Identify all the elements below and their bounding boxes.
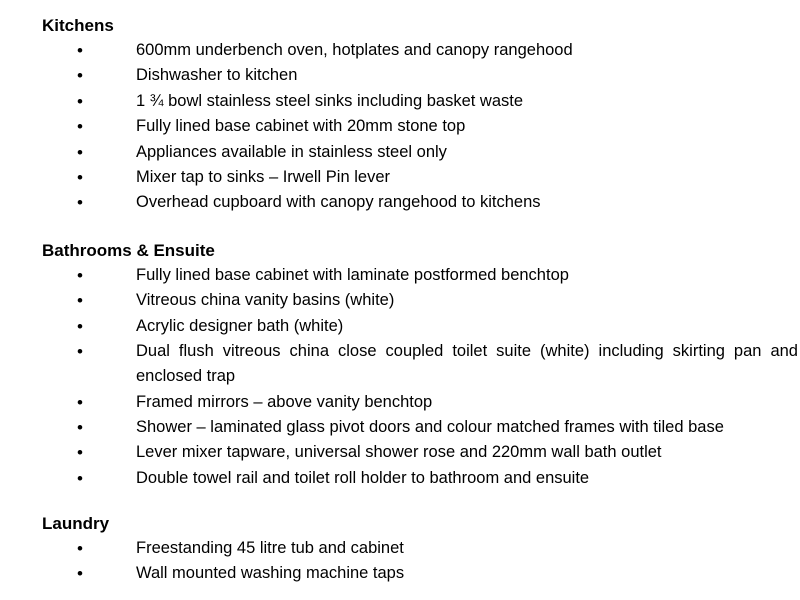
list-item (0, 314, 800, 339)
list-item (0, 288, 800, 313)
list-item (0, 140, 800, 165)
list-item (0, 263, 800, 288)
bullet-icon: • (77, 291, 83, 311)
bullet-icon: • (77, 117, 83, 137)
list-item (0, 190, 800, 215)
list-item (0, 466, 800, 491)
bullet-icon: • (77, 342, 83, 362)
bullet-icon: • (77, 167, 83, 187)
bullet-icon: • (77, 564, 83, 584)
list-item (0, 390, 800, 415)
bullet-icon: • (77, 539, 83, 558)
list-item (0, 165, 800, 190)
bullet-icon: • (77, 392, 83, 412)
list-item-text: Dishwasher to kitchen (136, 66, 298, 85)
list-item (0, 561, 800, 586)
bullet-icon: • (77, 91, 83, 111)
bullet-icon: • (77, 66, 83, 86)
list-item-text: Acrylic designer bath (white) (136, 316, 344, 335)
list-item (0, 339, 800, 389)
list-item-text: 1 ¾ bowl stainless steel sinks including basket waste (136, 91, 524, 110)
list-item-text: Vitreous china vanity basins (white) (136, 291, 395, 310)
section-heading: Laundry (42, 514, 110, 533)
list-item (0, 89, 800, 114)
list-item-text: Fully lined base cabinet with 20mm stone top (136, 117, 466, 136)
section-heading: Bathrooms & Ensuite (42, 241, 215, 260)
section-heading: Kitchens (42, 16, 114, 35)
bullet-icon: • (77, 417, 83, 437)
bullet-icon: • (77, 193, 83, 213)
bullet-icon: • (77, 266, 83, 285)
bullet-icon: • (77, 468, 83, 488)
list-item-text: Dual flush vitreous china close coupled toilet suite (white) including skirting pan and enclosed trap (136, 342, 798, 386)
list-item-text: Double towel rail and toilet roll holder to bathroom and ensuite (136, 468, 590, 487)
bullet-icon: • (77, 41, 83, 60)
list-item-text: Freestanding 45 litre tub and cabinet (136, 539, 404, 557)
list-item-text: Fully lined base cabinet with laminate postformed benchtop (136, 266, 569, 284)
list-item-text: Wall mounted washing machine taps (136, 564, 405, 583)
list-item-text: Lever mixer tapware, universal shower rose and 220mm wall bath outlet (136, 443, 662, 462)
list-item (0, 114, 800, 139)
list-item (0, 415, 800, 440)
list-item-text: Overhead cupboard with canopy rangehood to kitchens (136, 193, 541, 212)
bullet-list (0, 38, 800, 216)
bullet-icon: • (77, 443, 83, 463)
list-item-text: Shower – laminated glass pivot doors and colour matched frames with tiled base (136, 417, 724, 436)
bullet-icon: • (77, 142, 83, 162)
list-item (0, 63, 800, 88)
list-item-text: Mixer tap to sinks – Irwell Pin lever (136, 167, 391, 186)
list-item (0, 38, 800, 63)
list-item-text: 600mm underbench oven, hotplates and canopy rangehood (136, 41, 573, 59)
bullet-list (0, 536, 800, 587)
list-item-text: Framed mirrors – above vanity benchtop (136, 392, 433, 411)
bullet-icon: • (77, 316, 83, 336)
list-item-text: Appliances available in stainless steel only (136, 142, 447, 161)
list-item (0, 536, 800, 561)
list-item (0, 440, 800, 465)
bullet-list (0, 263, 800, 491)
